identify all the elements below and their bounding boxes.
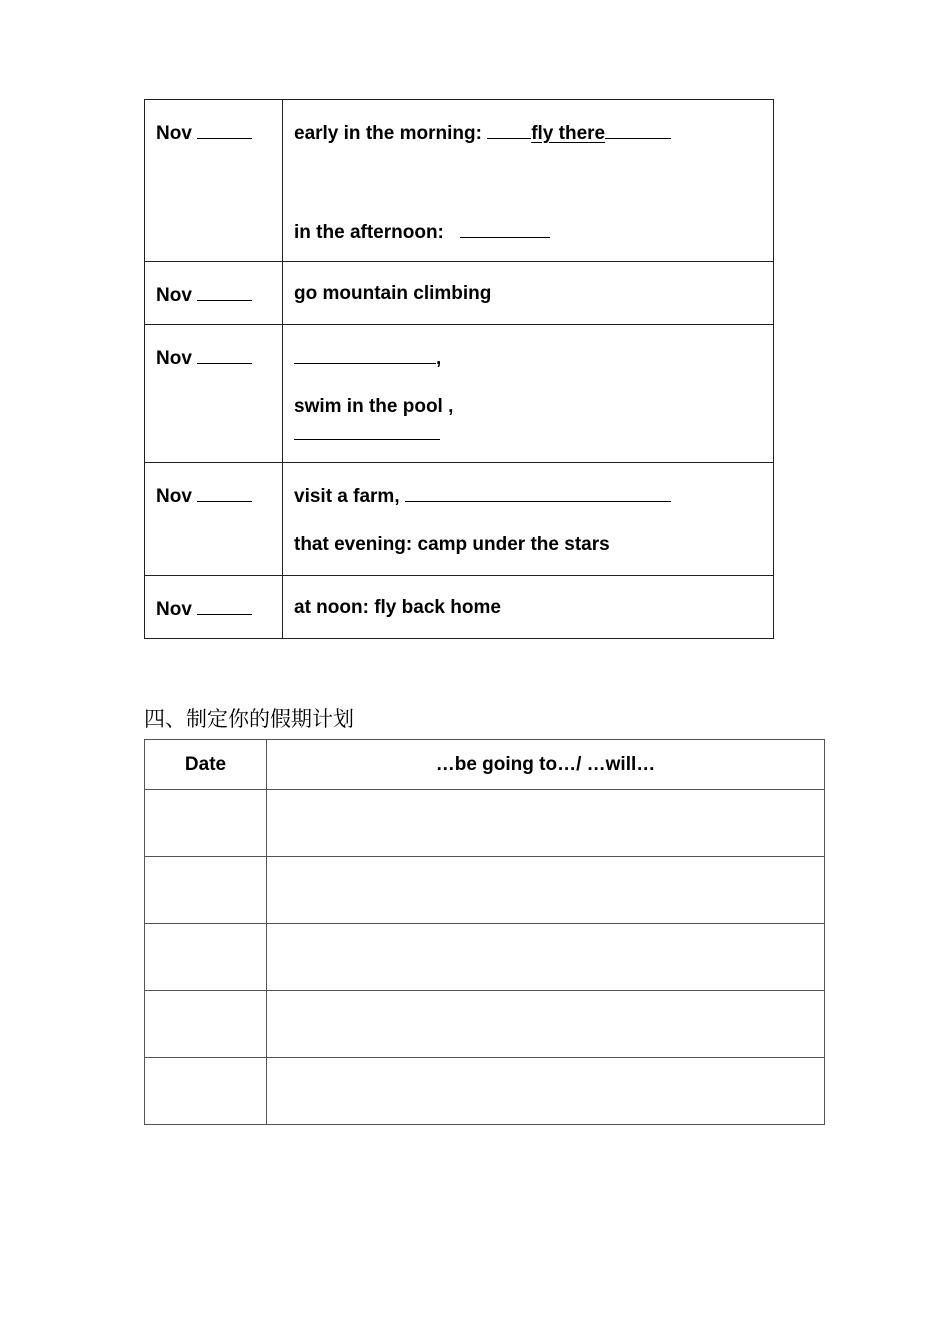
table-row xyxy=(145,262,774,325)
date-blank[interactable] xyxy=(197,283,252,301)
date-cell xyxy=(145,463,283,576)
plan-input-cell[interactable] xyxy=(267,857,825,924)
activity-line: go mountain climbing xyxy=(294,283,492,304)
date-input-cell[interactable] xyxy=(145,1058,267,1125)
date-input-cell[interactable] xyxy=(145,924,267,991)
table-row xyxy=(145,857,825,924)
date-blank[interactable] xyxy=(197,121,252,139)
table-row xyxy=(145,1058,825,1125)
activity-cell xyxy=(283,100,774,262)
answer-blank[interactable] xyxy=(460,220,550,238)
answer-blank[interactable] xyxy=(487,121,531,139)
date-input-cell[interactable] xyxy=(145,857,267,924)
date-input-cell[interactable] xyxy=(145,991,267,1058)
table-row xyxy=(145,100,774,262)
date-input-cell[interactable] xyxy=(145,790,267,857)
itinerary-table xyxy=(144,99,774,639)
activity-line: swim in the pool , xyxy=(294,396,454,417)
table-row xyxy=(145,991,825,1058)
plan-input-cell[interactable] xyxy=(267,924,825,991)
date-label: Nov xyxy=(156,346,252,370)
date-blank[interactable] xyxy=(197,597,252,615)
activity-cell xyxy=(283,576,774,639)
answer-blank[interactable] xyxy=(294,346,436,364)
date-label: Nov xyxy=(156,283,252,307)
date-cell xyxy=(145,262,283,325)
date-label: Nov xyxy=(156,597,252,621)
table-header-row xyxy=(145,740,825,790)
answer-blank[interactable] xyxy=(605,121,671,139)
plan-column-header: …be going to…/ …will… xyxy=(267,740,825,790)
table-row xyxy=(145,924,825,991)
table-row xyxy=(145,790,825,857)
table-row xyxy=(145,325,774,463)
section-heading: 四、制定你的假期计划 xyxy=(144,707,354,731)
date-cell xyxy=(145,325,283,463)
date-cell xyxy=(145,100,283,262)
activity-line: in the afternoon: xyxy=(294,220,550,244)
plan-input-cell[interactable] xyxy=(267,991,825,1058)
plan-input-cell[interactable] xyxy=(267,1058,825,1125)
filled-answer: fly there xyxy=(531,123,606,144)
date-label: Nov xyxy=(156,484,252,508)
date-label: Nov xyxy=(156,121,252,145)
plan-input-cell[interactable] xyxy=(267,790,825,857)
answer-blank[interactable] xyxy=(294,422,440,440)
table-row xyxy=(145,576,774,639)
table-row xyxy=(145,463,774,576)
activity-cell xyxy=(283,463,774,576)
activity-line: , xyxy=(294,346,441,370)
date-blank[interactable] xyxy=(197,484,252,502)
date-column-header: Date xyxy=(145,740,267,790)
activity-cell xyxy=(283,262,774,325)
activity-line: that evening: camp under the stars xyxy=(294,534,610,555)
answer-blank[interactable] xyxy=(405,484,671,502)
activity-line: early in the morning: fly there xyxy=(294,121,671,145)
date-blank[interactable] xyxy=(197,346,252,364)
activity-line: visit a farm, xyxy=(294,484,671,508)
plan-table xyxy=(144,739,825,1125)
date-cell xyxy=(145,576,283,639)
activity-cell xyxy=(283,325,774,463)
activity-line: at noon: fly back home xyxy=(294,597,501,618)
activity-line xyxy=(294,422,440,446)
